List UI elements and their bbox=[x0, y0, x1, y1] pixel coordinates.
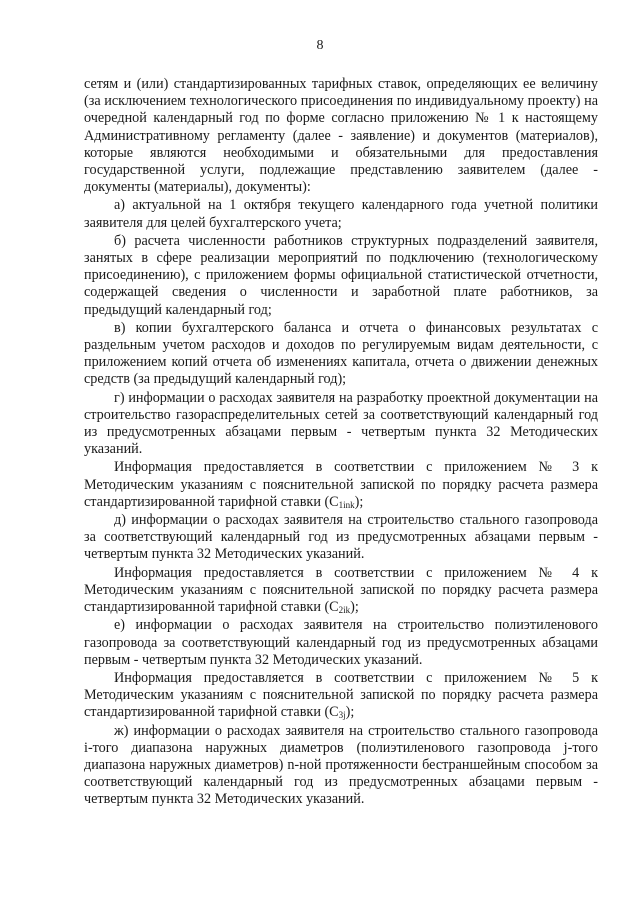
paragraph-info-appendix-5 bbox=[84, 670, 598, 722]
page-number: 8 bbox=[316, 38, 324, 53]
tariff-rate-subscript: 1ink bbox=[338, 499, 355, 510]
paragraph-item-a: а) актуальной на 1 октября текущего календарного года учетной политики заявителя для целей бухгалтерского учета; bbox=[84, 197, 598, 231]
document-body bbox=[84, 76, 598, 809]
tariff-rate-subscript: 3j bbox=[338, 710, 346, 721]
paragraph-intro: сетям и (или) стандартизированных тарифных ставок, определяющих ее величину (за исключением технологического присоединения по индивидуальному проекту) на очередной календарный год по форме согласно приложению № 1 к настоящему Административному регламенту (далее - заявление) и документов (материалов), которые являются необходимыми и обязательными для предоставления государственной услуги, подлежащие представлению заявителем (далее - документы (материалы), документы): bbox=[84, 76, 598, 196]
paragraph-item-zh: ж) информации о расходах заявителя на строительство стального газопровода i-того диапазона наружных диаметров (полиэтиленового газопровода j-того диапазона наружных диаметров) n-ной протяженности бестраншейным способом за соответствующий календарный год из предусмотренных абзацами первым - четвертым пункта 32 Методических указаний. bbox=[84, 722, 598, 808]
tariff-rate-subscript: 2ik bbox=[338, 605, 351, 616]
paragraph-item-b: б) расчета численности работников структурных подразделений заявителя, занятых в сфере реализации мероприятий по подключению (технологическому присоединению), с приложением формы официальной статистической отчетности, содержащей сведения о численности и заработной плате работников, за предыдущий календарный год; bbox=[84, 232, 598, 318]
info-3-closing: ); bbox=[354, 493, 364, 510]
info-4-closing: ); bbox=[350, 599, 359, 616]
info-4-text: Информация предоставляется в соответствии с приложением № 4 к Методическим указаниям с пояснительной запиской по порядку расчета размера стандартизированной тарифной ставки (C bbox=[84, 564, 598, 616]
paragraph-info-appendix-3 bbox=[84, 459, 598, 511]
paragraph-item-v: в) копии бухгалтерского баланса и отчета о финансовых результатах с раздельным учетом расходов и доходов по регулируемым видам деятельности, с приложением копий отчета об изменениях капитала, отчета о движении денежных средств (за предыдущий календарный год); bbox=[84, 319, 598, 388]
info-5-text: Информация предоставляется в соответствии с приложением № 5 к Методическим указаниям с пояснительной запиской по порядку расчета размера стандартизированной тарифной ставки (C bbox=[84, 669, 598, 721]
paragraph-item-d: д) информации о расходах заявителя на строительство стального газопровода за соответствующий календарный год из предусмотренных абзацами первым - четвертым пункта 32 Методических указаний. bbox=[84, 512, 598, 563]
info-5-closing: ); bbox=[345, 704, 355, 721]
paragraph-item-g: г) информации о расходах заявителя на разработку проектной документации на строительство газораспределительных сетей за соответствующий календарный год из предусмотренных абзацами первым - четвертым пункта 32 Методических указаний. bbox=[84, 389, 598, 458]
paragraph-item-e: е) информации о расходах заявителя на строительство полиэтиленового газопровода за соответствующий календарный год из предусмотренных абзацами первым - четвертым пункта 32 Методических указаний. bbox=[84, 617, 598, 668]
info-3-text: Информация предоставляется в соответствии с приложением № 3 к Методическим указаниям с пояснительной запиской по порядку расчета размера стандартизированной тарифной ставки (C bbox=[84, 459, 598, 510]
paragraph-info-appendix-4 bbox=[84, 565, 598, 617]
